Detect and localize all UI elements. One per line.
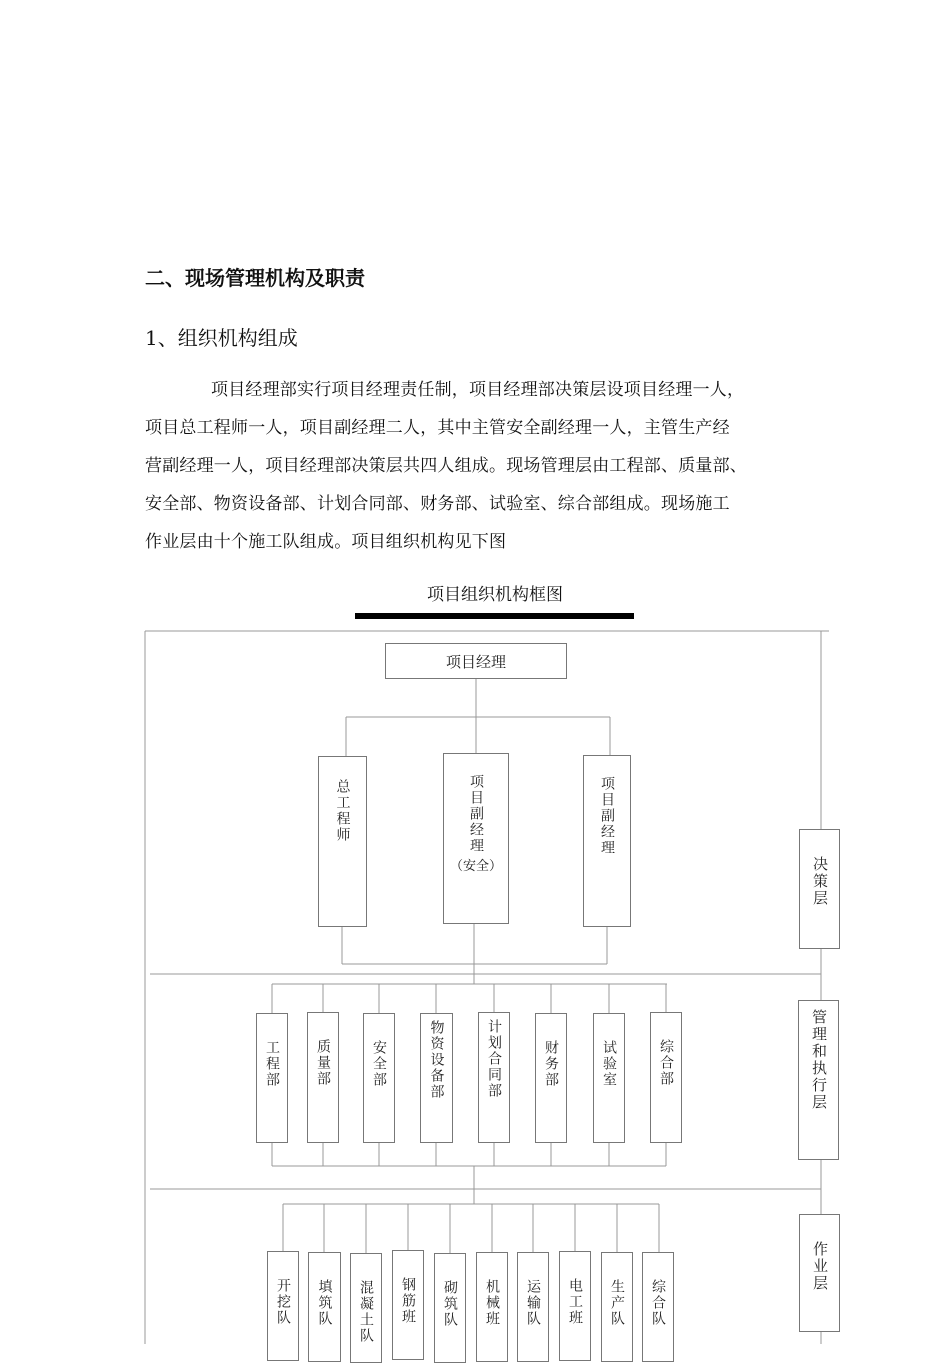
team-box: 填筑队	[308, 1252, 341, 1362]
team-box: 生产队	[601, 1252, 633, 1362]
section-heading: 二、现场管理机构及职责	[145, 266, 365, 290]
team-box: 混凝土队	[350, 1253, 382, 1363]
paragraph-line: 作业层由十个施工队组成。项目组织机构见下图	[145, 532, 507, 552]
team-box: 钢筋班	[392, 1250, 424, 1360]
department-box: 财务部	[535, 1013, 567, 1143]
deputy-manager-box	[583, 755, 631, 927]
chief-engineer-label: 总工程师	[334, 779, 351, 843]
layer-label-operation: 作业层	[799, 1214, 840, 1332]
team-box: 开挖队	[267, 1251, 299, 1361]
deputy-manager-safety-box	[443, 753, 509, 924]
subsection-heading: 1、组织机构组成	[145, 326, 298, 350]
department-box: 工程部	[256, 1013, 288, 1143]
team-box: 电工班	[559, 1251, 591, 1361]
paragraph-line: 项目总工程师一人，项目副经理二人，其中主管安全副经理一人，主管生产经	[145, 418, 730, 438]
team-box: 运输队	[517, 1252, 549, 1362]
paragraph-line: 项目经理部实行项目经理责任制，项目经理部决策层设项目经理一人，	[211, 380, 745, 400]
deputy-manager-label: 项目副经理	[599, 776, 615, 856]
org-chart-title: 项目组织机构框图	[427, 585, 563, 605]
department-box: 物资设备部	[420, 1013, 453, 1143]
department-box: 综合部	[650, 1012, 682, 1143]
team-box: 机械班	[476, 1252, 508, 1362]
department-box: 计划合同部	[478, 1012, 510, 1143]
paragraph-line: 安全部、物资设备部、计划合同部、财务部、试验室、综合部组成。现场施工	[145, 494, 730, 514]
deputy-manager-safety-note: （安全）	[449, 859, 502, 874]
layer-label-management: 管理和执行层	[798, 1000, 839, 1160]
department-box: 质量部	[307, 1012, 339, 1143]
layer-label-decision: 决策层	[799, 829, 840, 949]
project-manager-box	[385, 643, 567, 679]
department-box: 试验室	[593, 1013, 625, 1143]
team-box: 砌筑队	[434, 1253, 466, 1363]
paragraph-line: 营副经理一人，项目经理部决策层共四人组成。现场管理层由工程部、质量部、	[145, 456, 747, 476]
deputy-manager-safety-label: 项目副经理	[467, 774, 484, 854]
chief-engineer-box	[318, 756, 367, 927]
team-box: 综合队	[642, 1252, 674, 1362]
project-manager-label: 项目经理	[445, 652, 506, 671]
department-box: 安全部	[363, 1013, 395, 1143]
